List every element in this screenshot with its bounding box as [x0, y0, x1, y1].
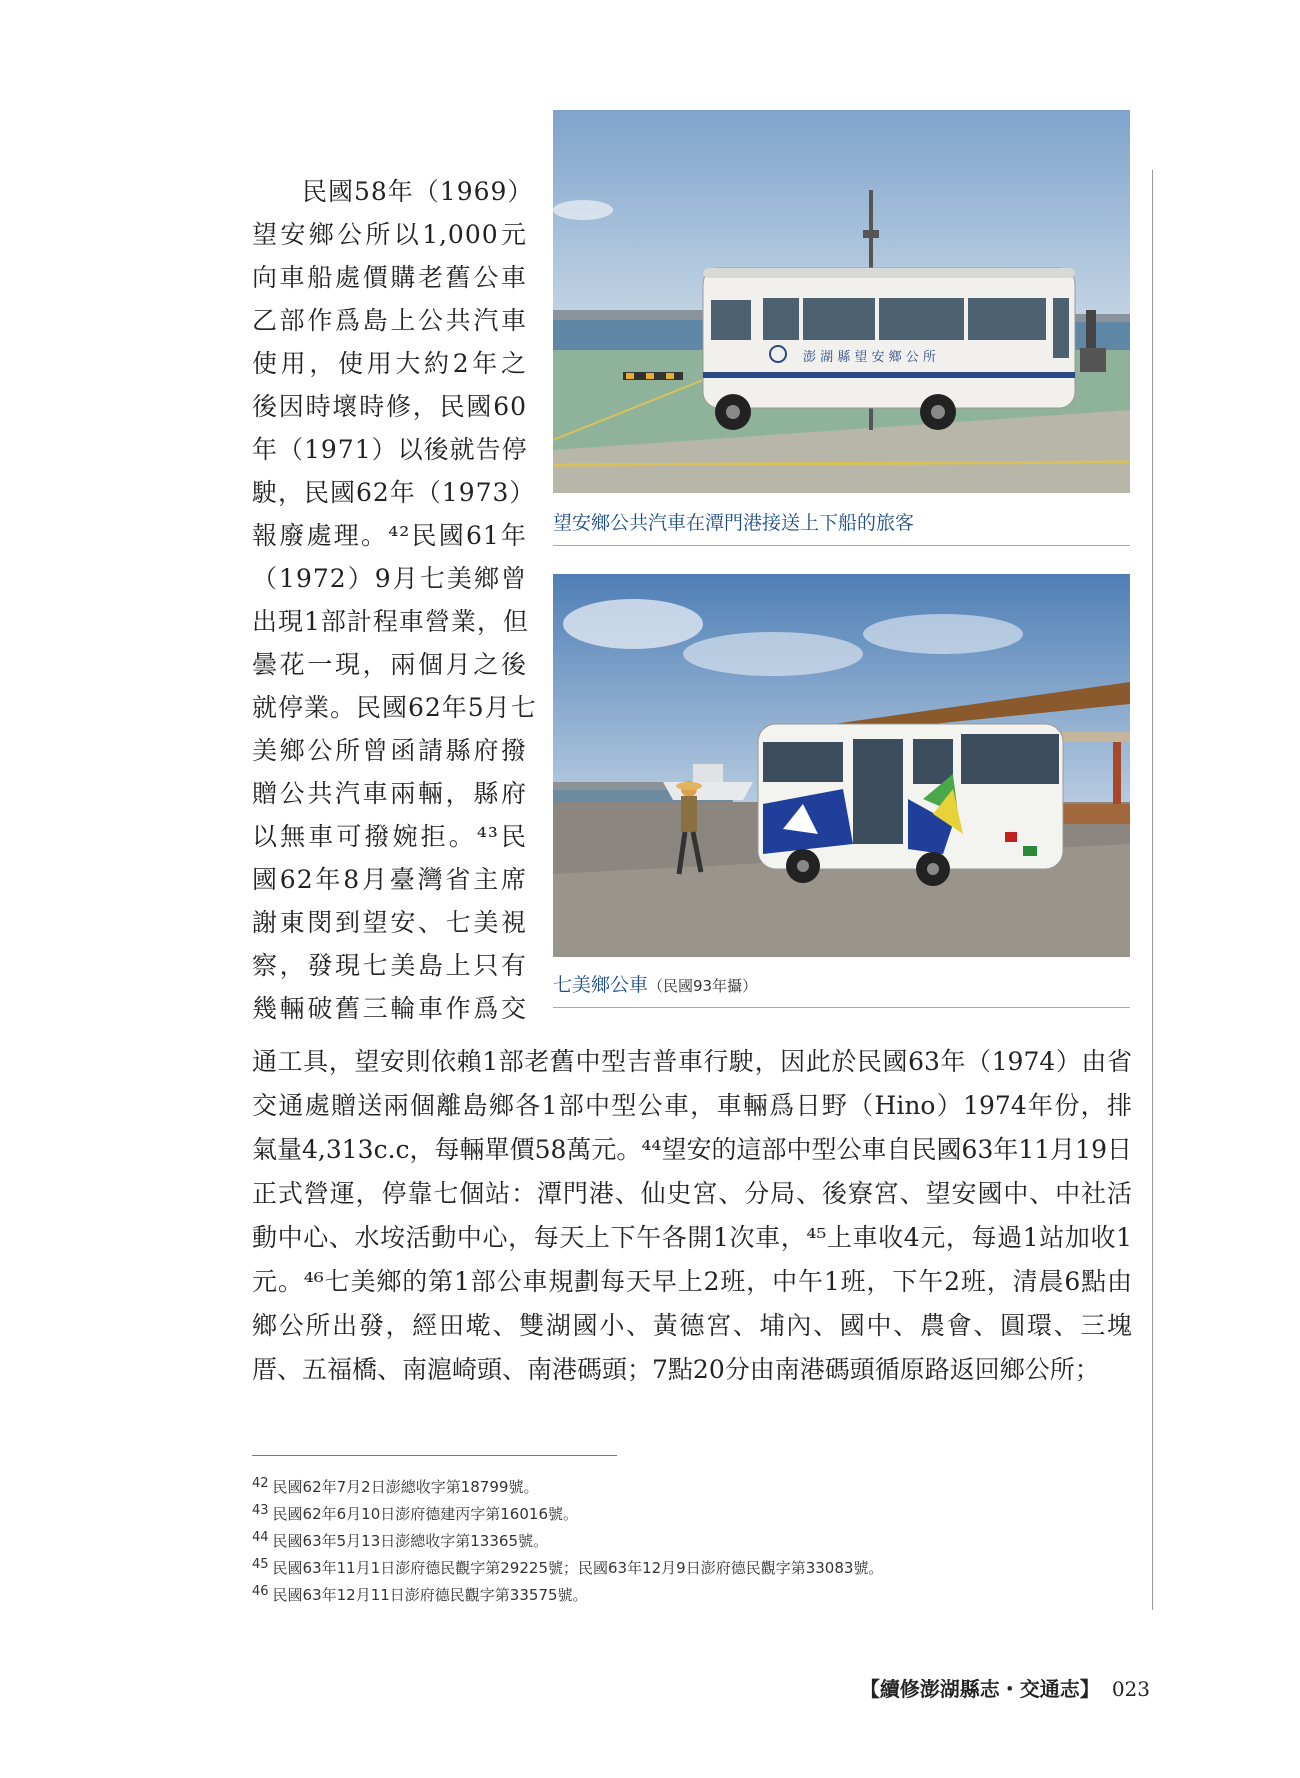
body-text-narrow — [252, 170, 537, 1030]
text-line: 謝東閔到望安、七美視 — [252, 908, 527, 937]
footnote-number: 46 — [252, 1584, 269, 1599]
text-line: 國62年8月臺灣省主席 — [252, 865, 527, 894]
text-line: 使用，使用大約2年之 — [252, 349, 527, 378]
caption-date: （民國93年攝） — [648, 977, 758, 995]
footnote-number: 45 — [252, 1557, 269, 1572]
text-line: 美鄉公所曾函請縣府撥 — [252, 736, 527, 765]
caption-text: 七美鄉公車 — [553, 974, 649, 996]
footnote-number: 44 — [252, 1530, 269, 1545]
text-line: 厝、五福橋、南滬崎頭、南港碼頭；7點20分由南港碼頭循原路返回鄉公所； — [252, 1355, 1100, 1384]
text-line: 通工具，望安則依賴1部老舊中型吉普車行駛，因此於民國63年（1974）由省 — [252, 1047, 1132, 1076]
text-line: 乙部作爲島上公共汽車 — [252, 306, 527, 335]
footnotes — [252, 1470, 1152, 1605]
text-line: 正式營運，停靠七個站：潭門港、仙史宮、分局、後寮宮、望安國中、中社活 — [252, 1179, 1132, 1208]
footnote-text: 民國63年11月1日澎府德民觀字第29225號；民國63年12月9日澎府德民觀字第33083號。 — [272, 1559, 884, 1577]
text-line: 幾輛破舊三輪車作爲交 — [252, 994, 527, 1023]
caption-text: 望安鄉公共汽車在潭門港接送上下船的旅客 — [553, 512, 915, 534]
footnote-text: 民國63年5月13日澎總收字第13365號。 — [272, 1532, 548, 1550]
text-line: 出現1部計程車營業，但 — [252, 607, 529, 636]
running-title: 【續修澎湖縣志・交通志】 — [859, 1677, 1100, 1701]
text-line: 贈公共汽車兩輛，縣府 — [252, 779, 527, 808]
text-line: 察，發現七美島上只有 — [252, 951, 527, 980]
page-footer — [860, 1673, 1150, 1702]
text-line: 交通處贈送兩個離島鄉各1部中型公車，車輛爲日野（Hino）1974年份，排 — [252, 1091, 1132, 1120]
bus-photo-illustration — [553, 574, 1130, 957]
footnote-text: 民國62年6月10日澎府德建丙字第16016號。 — [272, 1505, 578, 1523]
footnote-number: 43 — [252, 1503, 269, 1518]
text-line: 氣量4,313c.c，每輛單價58萬元。⁴⁴望安的這部中型公車自民國63年11月19日 — [252, 1135, 1132, 1164]
text-line: 元。⁴⁶七美鄉的第1部公車規劃每天早上2班，中午1班，下午2班，清晨6點由 — [252, 1267, 1132, 1296]
footnote — [252, 1551, 1152, 1578]
text-line: 後因時壞時修，民國60 — [252, 392, 527, 421]
text-line: 報廢處理。⁴²民國61年 — [252, 521, 527, 550]
footnote — [252, 1497, 1152, 1524]
bus-photo-illustration — [553, 110, 1130, 493]
text-line: （1972）9月七美鄉曾 — [252, 564, 527, 593]
footnote — [252, 1524, 1152, 1551]
page-number: 023 — [1111, 1677, 1150, 1701]
photo-wangan-bus — [553, 110, 1130, 493]
footnote-text: 民國62年7月2日澎總收字第18799號。 — [272, 1478, 539, 1496]
text-line: 望安鄉公所以1,000元 — [252, 220, 527, 249]
footnote — [252, 1578, 1152, 1605]
footnote-divider — [252, 1455, 617, 1456]
text-line: 以無車可撥婉拒。⁴³民 — [252, 822, 527, 851]
text-line: 向車船處價購老舊公車 — [252, 263, 527, 292]
page-edge-rule — [1152, 170, 1153, 1610]
text-line: 民國58年（1969） — [302, 177, 534, 206]
body-text-wide — [252, 1040, 1132, 1392]
text-line: 鄉公所出發，經田墘、雙湖國小、黃德宮、埔內、國中、農會、圓環、三塊 — [252, 1311, 1132, 1340]
footnote-number: 42 — [252, 1476, 269, 1491]
text-line: 年（1971）以後就告停 — [252, 435, 528, 464]
text-line: 動中心、水垵活動中心，每天上下午各開1次車，⁴⁵上車收4元，每過1站加收1 — [252, 1223, 1132, 1252]
photo-qimei-bus — [553, 574, 1130, 957]
bus-side-text: 澎 湖 縣 望 安 鄉 公 所 — [803, 350, 936, 365]
photo-caption — [553, 508, 1130, 546]
footnote — [252, 1470, 1152, 1497]
text-line: 曇花一現，兩個月之後 — [252, 650, 527, 679]
footnote-text: 民國63年12月11日澎府德民觀字第33575號。 — [272, 1586, 588, 1604]
photo-caption — [553, 970, 1130, 1008]
text-line: 就停業。民國62年5月七 — [252, 693, 537, 722]
text-line: 駛，民國62年（1973） — [252, 478, 536, 507]
